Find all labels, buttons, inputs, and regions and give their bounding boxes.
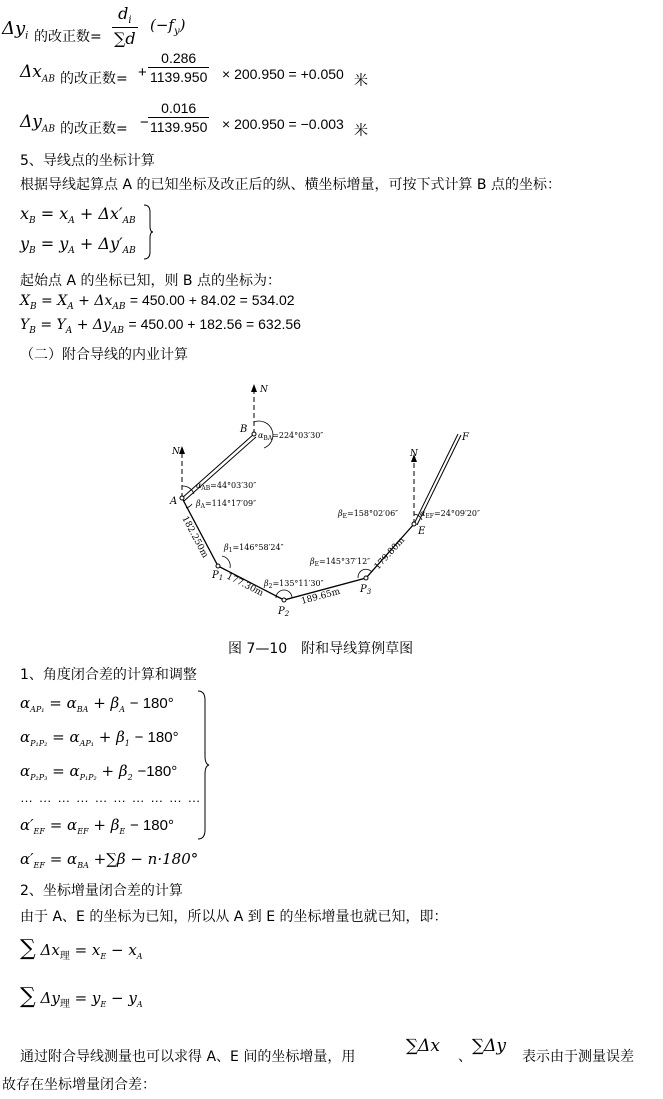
formula-label: 的改正数= xyxy=(34,29,102,45)
north-label: N xyxy=(172,447,180,457)
correction-y-row: $\Delta y_{AB}$ 的改正数= − $\frac{0.016}{1139.950}$ × 200.950 = −0.003 米 xyxy=(20,100,368,139)
angle-eq-last: $\alpha'_{EF} = \alpha_{EF} + \beta_E - 180^\circ$ xyxy=(20,816,174,836)
equation-yb: $y_B = y_A + \Delta y'_{AB}$ xyxy=(20,234,136,257)
north-label: N xyxy=(410,449,418,459)
angle-eq-3: $\alpha_{P_2P_3} = \alpha_{P_1P_2} + \beta_2 -180^\circ$ xyxy=(20,762,178,782)
label-beta-a: $\beta_A=114^\circ 17'09''$ xyxy=(196,499,257,510)
right-brace xyxy=(142,204,154,260)
station-p2 xyxy=(282,598,286,602)
point-label-p3: $P_3$ xyxy=(360,584,372,596)
point-label-b: B xyxy=(240,424,248,435)
label-alpha-ba: $\alpha_{BA}=224^\circ 03'30''$ xyxy=(258,431,324,442)
paragraph: 根据导线起算点 A 的已知坐标及改正后的纵、横坐标增量，可按下式计算 B 点的坐标： xyxy=(20,177,561,193)
distance-a-p1: 182.250m xyxy=(179,514,210,560)
paragraph: 故存在坐标增量闭合差： xyxy=(2,1077,156,1093)
right-brace xyxy=(196,690,210,840)
point-label-e: E xyxy=(418,526,426,537)
point-label-p2: $P_2$ xyxy=(278,606,290,618)
station-p1 xyxy=(216,564,220,568)
angle-sum-equation: $\alpha'_{EF} = \alpha_{BA} +\sum\beta - n\cdot 180^\circ$ xyxy=(20,850,199,870)
angle-eq-1: $\alpha_{AP_1} = \alpha_{BA} + \beta_A - 180^\circ$ xyxy=(20,694,174,714)
distance-p2-p3: 189.65m xyxy=(300,586,342,607)
station-b xyxy=(252,432,256,436)
section-heading: （二）附合导线的内业计算 xyxy=(20,347,188,363)
paragraph: 起始点 A 的坐标已知，则 B 点的坐标为： xyxy=(20,273,281,289)
fraction: $\frac{0.016}{1139.950}$ xyxy=(150,100,208,135)
station-a xyxy=(180,496,184,500)
label-beta-1: $\beta_1=146^\circ 58'24''$ xyxy=(224,543,284,554)
sum-x-equation: ∑ $\Delta x_理 = x_E - x_A$ xyxy=(20,936,143,962)
traverse-sketch xyxy=(160,378,490,624)
equation-xb: $x_B = x_A + \Delta x'_{AB}$ xyxy=(20,204,136,227)
distance-p1-p2: 177.30m xyxy=(224,571,265,599)
station-e xyxy=(412,522,416,526)
angle-eq-2: $\alpha_{P_1P_2} = \alpha_{AP_1} + \beta_1 - 180^\circ$ xyxy=(20,728,179,748)
calc-yb: $Y_B = Y_A + \Delta y_{AB} = 450.00 + 182.56 = 632.56$ xyxy=(20,316,301,336)
station-p3 xyxy=(364,576,368,580)
section-heading: 2、坐标增量闭合差的计算 xyxy=(20,883,183,899)
calc-xb: $X_B = X_A + \Delta x_{AB} = 450.00 + 84.02 = 534.02$ xyxy=(20,292,295,312)
point-label-f: F xyxy=(462,432,469,443)
angle-eq-dots: … … … … … … … … … … xyxy=(20,790,202,805)
math-symbol: Δy xyxy=(2,18,26,39)
north-arrow-b-icon xyxy=(251,384,257,392)
section-heading: 5、导线点的坐标计算 xyxy=(20,153,155,169)
fraction: $\frac{d_i}{\sum d}$ xyxy=(114,4,136,49)
correction-x-row: $\Delta x_{AB}$ 的改正数= + $\frac{0.286}{1139.950}$ × 200.950 = +0.050 米 xyxy=(20,50,368,89)
north-label: N xyxy=(260,385,268,395)
paragraph: 由于 A、E 的坐标为已知，所以从 A 到 E 的坐标增量也就已知，即： xyxy=(20,909,448,925)
distance-p3-e: 179.80m xyxy=(372,535,408,573)
point-label-a: A xyxy=(170,496,178,507)
sum-y-equation: ∑ $\Delta y_理 = y_E - y_A$ xyxy=(20,984,143,1010)
section-heading: 1、角度闭合差的计算和调整 xyxy=(20,667,197,683)
point-label-p1: $P_1$ xyxy=(212,570,224,582)
label-alpha-ef: $\alpha_{EF}=24^\circ 09'20''$ xyxy=(420,509,480,520)
north-arrow-a-icon xyxy=(179,446,185,454)
fraction: $\frac{0.286}{1139.950}$ xyxy=(150,50,208,85)
figure-caption: 图 7—10 附和导线算例草图 xyxy=(228,641,414,657)
label-alpha-ab: $\alpha_{AB}=44^\circ 03'30''$ xyxy=(196,481,257,492)
label-beta-e: $\beta_E=158^\circ 02'06''$ xyxy=(338,509,399,520)
label-beta-2: $\beta_2=135^\circ 11'30''$ xyxy=(264,579,324,590)
label-beta-3: $\beta_E=145^\circ 37'12''$ xyxy=(310,557,371,568)
